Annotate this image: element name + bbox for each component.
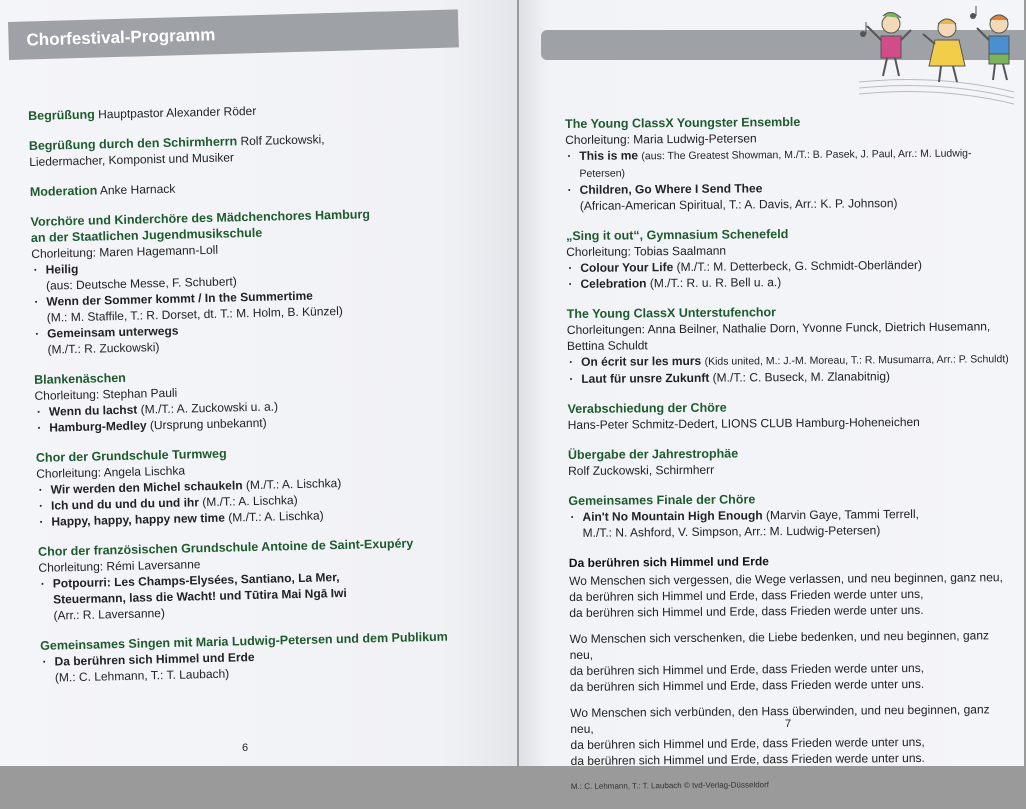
song-credits: (M./T.: A. Zuckowski u. a.): [140, 399, 279, 417]
section-heading: Begrüßung: [28, 107, 95, 123]
song-credits: (M./T.: A. Lischka): [245, 475, 342, 493]
song-title: Heilig: [45, 261, 79, 277]
choir-leader: Chorleitung: Tobias Saalmann: [566, 243, 727, 259]
choir-leader: Chorleitung: Maren Hagemann-Loll: [31, 242, 219, 261]
music-note-icon: [860, 6, 976, 37]
section-heading: Blankenäschen: [34, 370, 127, 387]
program-section: [36, 439, 498, 529]
song-credits: (M./T.: R. u. R. Bell u. a.): [649, 275, 782, 291]
page-number: 7: [785, 718, 792, 730]
song-title: Potpourri: Les Champs-Elysées, Santiano, La Mer,: [52, 570, 340, 591]
banner-title: Chorfestival-Programm: [26, 25, 216, 50]
song-title: This is me: [579, 148, 639, 163]
program-section: [38, 533, 500, 623]
choir-leader: Chorleitung: Stephan Pauli: [34, 385, 178, 403]
child-figure-icon: [923, 19, 965, 82]
lyric-line: da berühren sich Himmel und Erde, dass Frieden werde unter uns.: [569, 676, 925, 694]
lyric-line: Wo Menschen sich vergessen, die Wege verlassen, und neu beginnen, ganz neu,: [568, 570, 1003, 588]
song-credits: (M.: C. Lehmann, T.: T. Laubach): [54, 666, 230, 685]
section-heading: Moderation: [29, 183, 98, 199]
song-credits: (Arr.: R. Laversanne): [53, 606, 166, 623]
page-right: [519, 0, 1024, 791]
section-heading: The Young ClassX Youngster Ensemble: [565, 114, 801, 131]
section-heading: The Young ClassX Unterstufenchor: [566, 305, 777, 321]
song-title: Wenn der Sommer kommt / In the Summertime: [46, 288, 314, 309]
song-credits: (M./T.: A. Lischka): [228, 508, 324, 525]
song-credits: (Kids united, M.: J.-M. Moreau, T.: R. Musumarra, Arr.: P. Schuldt): [704, 353, 1009, 368]
section-heading: an der Staatlichen Jugendmusikschule: [30, 225, 263, 245]
child-figure-icon: [977, 15, 1009, 80]
song-title: Wenn du lachst: [48, 402, 138, 419]
program-section: [30, 174, 490, 200]
program-section: [30, 204, 493, 358]
section-heading: Begrüßung durch den Schirmherrn: [28, 134, 238, 153]
song-title: Celebration: [580, 276, 647, 291]
verse: [570, 701, 1016, 769]
program-section: [34, 361, 495, 435]
list-item: [566, 272, 1011, 292]
song-credits: (M./T.: M. Detterbeck, G. Schmidt-Oberländer): [676, 257, 923, 275]
song-credits: (M./T.: A. Lischka): [202, 492, 298, 510]
section-text: Rolf Zuckowski,: [240, 132, 325, 149]
lyric-line: da berühren sich Himmel und Erde, dass Frieden werde unter uns,: [569, 660, 925, 678]
section-heading: Gemeinsames Singen mit Maria Ludwig-Petersen und dem Publikum: [40, 629, 448, 653]
section-heading: Chor der Grundschule Turmweg: [35, 446, 227, 465]
program-section: [565, 112, 1011, 214]
song-credits: (African-American Spiritual, T.: A. Davis, Arr.: K. P. Johnson): [579, 196, 898, 213]
lyric-line: da berühren sich Himmel und Erde, dass Frieden werde unter uns,: [570, 734, 925, 752]
section-text: Anke Harnack: [99, 181, 176, 198]
section-heading: Chor der französischen Grundschule Antoine de Saint-Exupéry: [37, 536, 414, 559]
song-credits: M./T.: N. Ashford, V. Simpson, Arr.: M. Ludwig-Petersen): [582, 523, 881, 540]
choir-leader: Chorleitung: Rémi Laversanne: [38, 557, 201, 575]
lyric-line: Wo Menschen sich verschenken, die Liebe bedenken, und neu beginnen, ganz neu,: [569, 628, 990, 662]
song-credits: (Ursprung unbekannt): [149, 415, 267, 433]
section-heading: Verabschiedung der Chöre: [567, 400, 727, 416]
choir-leader: Chorleitung: Maria Ludwig-Petersen: [565, 131, 757, 147]
section-text: Hauptpastor Alexander Röder: [98, 103, 257, 122]
song-title: Steuermann, lass die Wacht! und Tūtira Mai Ngā Iwi: [52, 585, 347, 607]
song-credits: (M./T.: C. Buseck, M. Zlanabitnig): [712, 369, 891, 385]
song-title: Ain't No Mountain High Enough: [582, 508, 763, 524]
song-title: On écrit sur les murs: [581, 353, 702, 369]
staff-lines-icon: [859, 80, 1014, 104]
choir-leader: Chorleitungen: Anna Beilner, Nathalie Dorn, Yvonne Funck, Dietrich Husemann,: [566, 319, 991, 337]
lyric-line: da berühren sich Himmel und Erde, dass Frieden werde unter uns,: [569, 586, 924, 604]
song-title: Hamburg-Medley: [49, 418, 147, 435]
song-credits: (M./T.: R. Zuckowski): [47, 340, 160, 357]
section-heading: Übergabe der Jahrestrophäe: [567, 446, 739, 462]
song-title: Children, Go Where I Send Thee: [579, 181, 763, 197]
verse: [569, 627, 1015, 695]
song-lyrics: [569, 551, 1016, 795]
program-section: [40, 627, 501, 685]
program-section: [29, 128, 490, 170]
song-credits: (aus: Deutsche Messe, F. Schubert): [45, 274, 237, 293]
child-figure-icon: [867, 12, 911, 76]
lyric-line: Wo Menschen sich verbünden, den Hass überwinden, und neu beginnen, ganz neu,: [570, 702, 990, 736]
song-title: Laut für unsre Zukunft: [581, 370, 710, 386]
song-credits: (Marvin Gaye, Tammi Terrell,: [765, 506, 919, 523]
program-section: [567, 302, 1013, 387]
program-section: [567, 397, 1012, 433]
section-text: Hans-Peter Schmitz-Dedert, LIONS CLUB Hamburg-Hoheneichen: [567, 414, 920, 432]
lyric-line: da berühren sich Himmel und Erde, dass Frieden werde unter uns.: [569, 602, 924, 620]
lyrics-credit: M.: C. Lehmann, T.: T. Laubach © tvd-Verlag-Düsseldorf: [570, 780, 770, 791]
song-credits: (aus: The Greatest Showman, M./T.: B. Pasek, J. Paul, Arr.: M. Ludwig-Petersen): [579, 147, 972, 180]
lyrics-title: Da berühren sich Himmel und Erde: [568, 554, 770, 570]
song-title: Wir werden den Michel schaukeln: [50, 478, 243, 497]
song-title: Da berühren sich Himmel und Erde: [54, 650, 255, 669]
choir-leader: Bettina Schuldt: [566, 338, 648, 353]
section-text: Rolf Zuckowski, Schirmherr: [568, 462, 715, 478]
song-title: Happy, happy, happy new time: [51, 510, 226, 529]
program-right: [565, 112, 1016, 809]
program-section: [568, 443, 1013, 479]
section-heading: Vorchöre und Kinderchöre des Mädchenchores Hamburg: [30, 207, 371, 229]
section-heading: „Sing it out“, Gymnasium Schenefeld: [565, 227, 789, 243]
program-left: [28, 98, 501, 700]
section-banner: [8, 9, 459, 60]
page-left: [0, 0, 517, 766]
page-number: 6: [242, 742, 249, 754]
program-section: [28, 98, 488, 124]
lyric-line: da berühren sich Himmel und Erde, dass Frieden werde unter uns.: [570, 750, 925, 768]
list-item: [567, 367, 1012, 387]
choir-leader: Chorleitung: Angela Lischka: [36, 463, 186, 481]
song-title: Ich und du und du und ihr: [50, 495, 200, 513]
list-item: [565, 144, 1010, 182]
song-credits: (M.: M. Staffile, T.: R. Dorset, dt. T.: M. Holm, B. Künzel): [46, 303, 343, 325]
section-heading: Gemeinsames Finale der Chöre: [568, 492, 756, 508]
program-section: [568, 489, 1013, 541]
song-title: Colour Your Life: [580, 260, 674, 275]
song-title: Gemeinsam unterwegs: [46, 323, 179, 341]
verse: [569, 569, 1014, 621]
singing-children-illustration: [849, 4, 1019, 104]
section-text: Liedermacher, Komponist und Musiker: [29, 150, 235, 169]
program-section: [566, 224, 1012, 292]
